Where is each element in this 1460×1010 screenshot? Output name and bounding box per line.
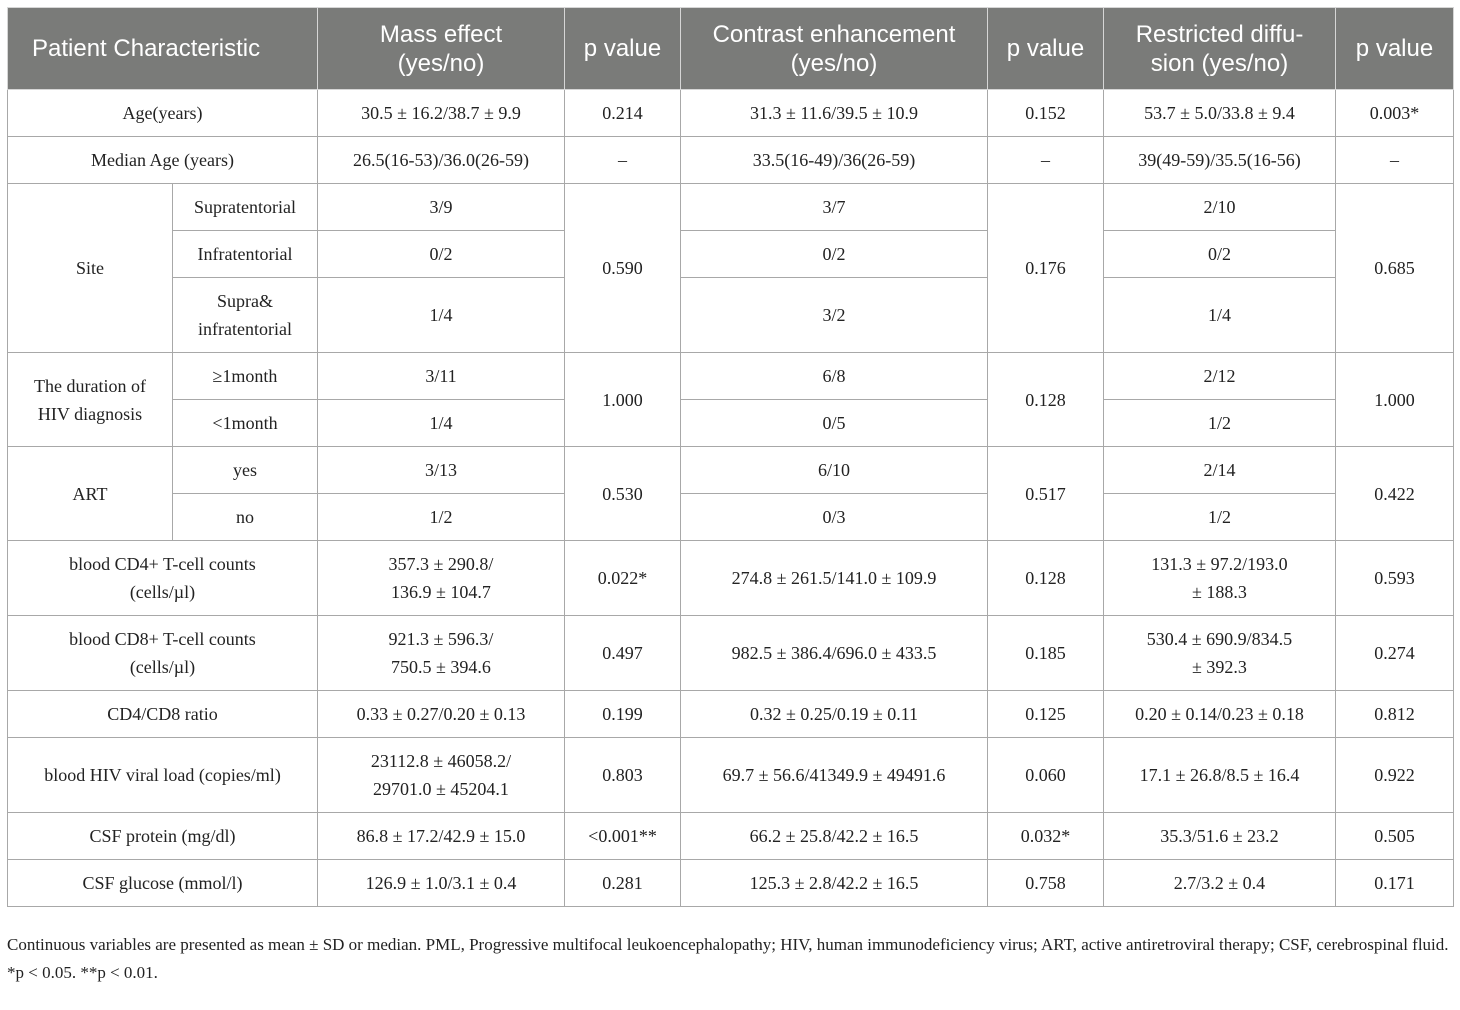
cell-contrast: 6/8 (681, 353, 988, 400)
cell-p-value: – (1336, 137, 1454, 184)
cell-p-value: 0.758 (988, 860, 1104, 907)
cell-p-value: 0.274 (1336, 616, 1454, 691)
row-label: blood CD8+ T-cell counts (cells/µl) (8, 616, 318, 691)
cell-mass: 921.3 ± 596.3/ 750.5 ± 394.6 (318, 616, 565, 691)
cell-diffusion: 1/2 (1104, 400, 1336, 447)
table-row (8, 494, 1454, 541)
cell-p-value: 0.128 (988, 541, 1104, 616)
header-contrast-enhancement: Contrast enhancement (yes/no) (681, 8, 988, 90)
cell-mass: 357.3 ± 290.8/ 136.9 ± 104.7 (318, 541, 565, 616)
cell-p-value: – (565, 137, 681, 184)
cell-p-value: 0.505 (1336, 813, 1454, 860)
header-row (8, 8, 1454, 90)
footnote-significance: *p < 0.05. **p < 0.01. (7, 963, 158, 982)
row-label: Age(years) (8, 90, 318, 137)
row-label: blood HIV viral load (copies/ml) (8, 738, 318, 813)
cell-diffusion: 131.3 ± 97.2/193.0 ± 188.3 (1104, 541, 1336, 616)
cell-contrast: 125.3 ± 2.8/42.2 ± 16.5 (681, 860, 988, 907)
cell-contrast: 0/2 (681, 231, 988, 278)
cell-contrast: 66.2 ± 25.8/42.2 ± 16.5 (681, 813, 988, 860)
sub-label: <1month (173, 400, 318, 447)
table-container (7, 7, 1453, 907)
cell-contrast: 6/10 (681, 447, 988, 494)
cell-p-value: 0.590 (565, 184, 681, 353)
header-p-value: p value (1336, 8, 1454, 90)
cell-mass: 23112.8 ± 46058.2/ 29701.0 ± 45204.1 (318, 738, 565, 813)
cell-mass: 86.8 ± 17.2/42.9 ± 15.0 (318, 813, 565, 860)
cell-mass: 3/13 (318, 447, 565, 494)
table-row (8, 813, 1454, 860)
row-label: CSF protein (mg/dl) (8, 813, 318, 860)
cell-diffusion: 2/14 (1104, 447, 1336, 494)
cell-p-value: 1.000 (565, 353, 681, 447)
row-label: The duration of HIV diagnosis (8, 353, 173, 447)
cell-p-value: 0.685 (1336, 184, 1454, 353)
sub-label: yes (173, 447, 318, 494)
table-row (8, 541, 1454, 616)
footnote-abbreviations: Continuous variables are presented as mean ± SD or median. PML, Progressive multifocal leukoencephalopathy; HIV, human immunodeficiency virus; ART, active antiretroviral therapy; CSF, cerebrospinal fluid. (7, 935, 1449, 954)
sub-label: Supratentorial (173, 184, 318, 231)
cell-diffusion: 0.20 ± 0.14/0.23 ± 0.18 (1104, 691, 1336, 738)
cell-contrast: 0/5 (681, 400, 988, 447)
cell-mass: 126.9 ± 1.0/3.1 ± 0.4 (318, 860, 565, 907)
table-row (8, 353, 1454, 400)
cell-p-value: 0.812 (1336, 691, 1454, 738)
cell-p-value: 0.022* (565, 541, 681, 616)
cell-p-value: 0.125 (988, 691, 1104, 738)
cell-mass: 26.5(16-53)/36.0(26-59) (318, 137, 565, 184)
cell-diffusion: 53.7 ± 5.0/33.8 ± 9.4 (1104, 90, 1336, 137)
cell-p-value: 0.171 (1336, 860, 1454, 907)
cell-contrast: 0.32 ± 0.25/0.19 ± 0.11 (681, 691, 988, 738)
cell-p-value: 0.214 (565, 90, 681, 137)
cell-contrast: 3/2 (681, 278, 988, 353)
cell-p-value: – (988, 137, 1104, 184)
cell-diffusion: 530.4 ± 690.9/834.5 ± 392.3 (1104, 616, 1336, 691)
header-restricted-diffusion: Restricted diffu- sion (yes/no) (1104, 8, 1336, 90)
cell-p-value: 0.530 (565, 447, 681, 541)
cell-diffusion: 17.1 ± 26.8/8.5 ± 16.4 (1104, 738, 1336, 813)
table-footnotes (7, 932, 1453, 986)
table-row (8, 691, 1454, 738)
cell-mass: 0/2 (318, 231, 565, 278)
cell-diffusion: 35.3/51.6 ± 23.2 (1104, 813, 1336, 860)
header-p-value: p value (988, 8, 1104, 90)
row-label: CD4/CD8 ratio (8, 691, 318, 738)
cell-diffusion: 39(49-59)/35.5(16-56) (1104, 137, 1336, 184)
cell-p-value: 0.593 (1336, 541, 1454, 616)
cell-diffusion: 0/2 (1104, 231, 1336, 278)
cell-mass: 1/4 (318, 278, 565, 353)
cell-p-value: 0.199 (565, 691, 681, 738)
cell-contrast: 0/3 (681, 494, 988, 541)
cell-diffusion: 1/4 (1104, 278, 1336, 353)
cell-p-value: 0.803 (565, 738, 681, 813)
cell-mass: 0.33 ± 0.27/0.20 ± 0.13 (318, 691, 565, 738)
cell-p-value: 0.185 (988, 616, 1104, 691)
table-row (8, 278, 1454, 353)
cell-p-value: 0.128 (988, 353, 1104, 447)
table-row (8, 738, 1454, 813)
cell-p-value: 0.281 (565, 860, 681, 907)
cell-contrast: 33.5(16-49)/36(26-59) (681, 137, 988, 184)
table-row (8, 400, 1454, 447)
sub-label: no (173, 494, 318, 541)
cell-p-value: 0.176 (988, 184, 1104, 353)
characteristics-table (7, 7, 1454, 907)
header-p-value: p value (565, 8, 681, 90)
cell-p-value: 0.422 (1336, 447, 1454, 541)
row-label: Site (8, 184, 173, 353)
cell-p-value: 0.497 (565, 616, 681, 691)
sub-label: Supra& infratentorial (173, 278, 318, 353)
cell-diffusion: 2/10 (1104, 184, 1336, 231)
cell-mass: 30.5 ± 16.2/38.7 ± 9.9 (318, 90, 565, 137)
cell-diffusion: 1/2 (1104, 494, 1336, 541)
cell-p-value: 1.000 (1336, 353, 1454, 447)
row-label: ART (8, 447, 173, 541)
table-row (8, 90, 1454, 137)
cell-diffusion: 2.7/3.2 ± 0.4 (1104, 860, 1336, 907)
cell-p-value: 0.152 (988, 90, 1104, 137)
cell-p-value: 0.003* (1336, 90, 1454, 137)
header-characteristic: Patient Characteristic (8, 8, 318, 90)
cell-p-value: 0.517 (988, 447, 1104, 541)
cell-contrast: 982.5 ± 386.4/696.0 ± 433.5 (681, 616, 988, 691)
cell-diffusion: 2/12 (1104, 353, 1336, 400)
cell-mass: 1/4 (318, 400, 565, 447)
cell-p-value: 0.922 (1336, 738, 1454, 813)
cell-contrast: 274.8 ± 261.5/141.0 ± 109.9 (681, 541, 988, 616)
cell-p-value: <0.001** (565, 813, 681, 860)
table-row (8, 447, 1454, 494)
cell-mass: 1/2 (318, 494, 565, 541)
header-mass-effect: Mass effect (yes/no) (318, 8, 565, 90)
table-row (8, 137, 1454, 184)
table-row (8, 231, 1454, 278)
table-row (8, 860, 1454, 907)
sub-label: ≥1month (173, 353, 318, 400)
table-row (8, 616, 1454, 691)
cell-mass: 3/11 (318, 353, 565, 400)
sub-label: Infratentorial (173, 231, 318, 278)
cell-contrast: 69.7 ± 56.6/41349.9 ± 49491.6 (681, 738, 988, 813)
cell-contrast: 31.3 ± 11.6/39.5 ± 10.9 (681, 90, 988, 137)
row-label: blood CD4+ T-cell counts (cells/µl) (8, 541, 318, 616)
cell-p-value: 0.032* (988, 813, 1104, 860)
row-label: Median Age (years) (8, 137, 318, 184)
cell-p-value: 0.060 (988, 738, 1104, 813)
row-label: CSF glucose (mmol/l) (8, 860, 318, 907)
table-row (8, 184, 1454, 231)
cell-mass: 3/9 (318, 184, 565, 231)
cell-contrast: 3/7 (681, 184, 988, 231)
